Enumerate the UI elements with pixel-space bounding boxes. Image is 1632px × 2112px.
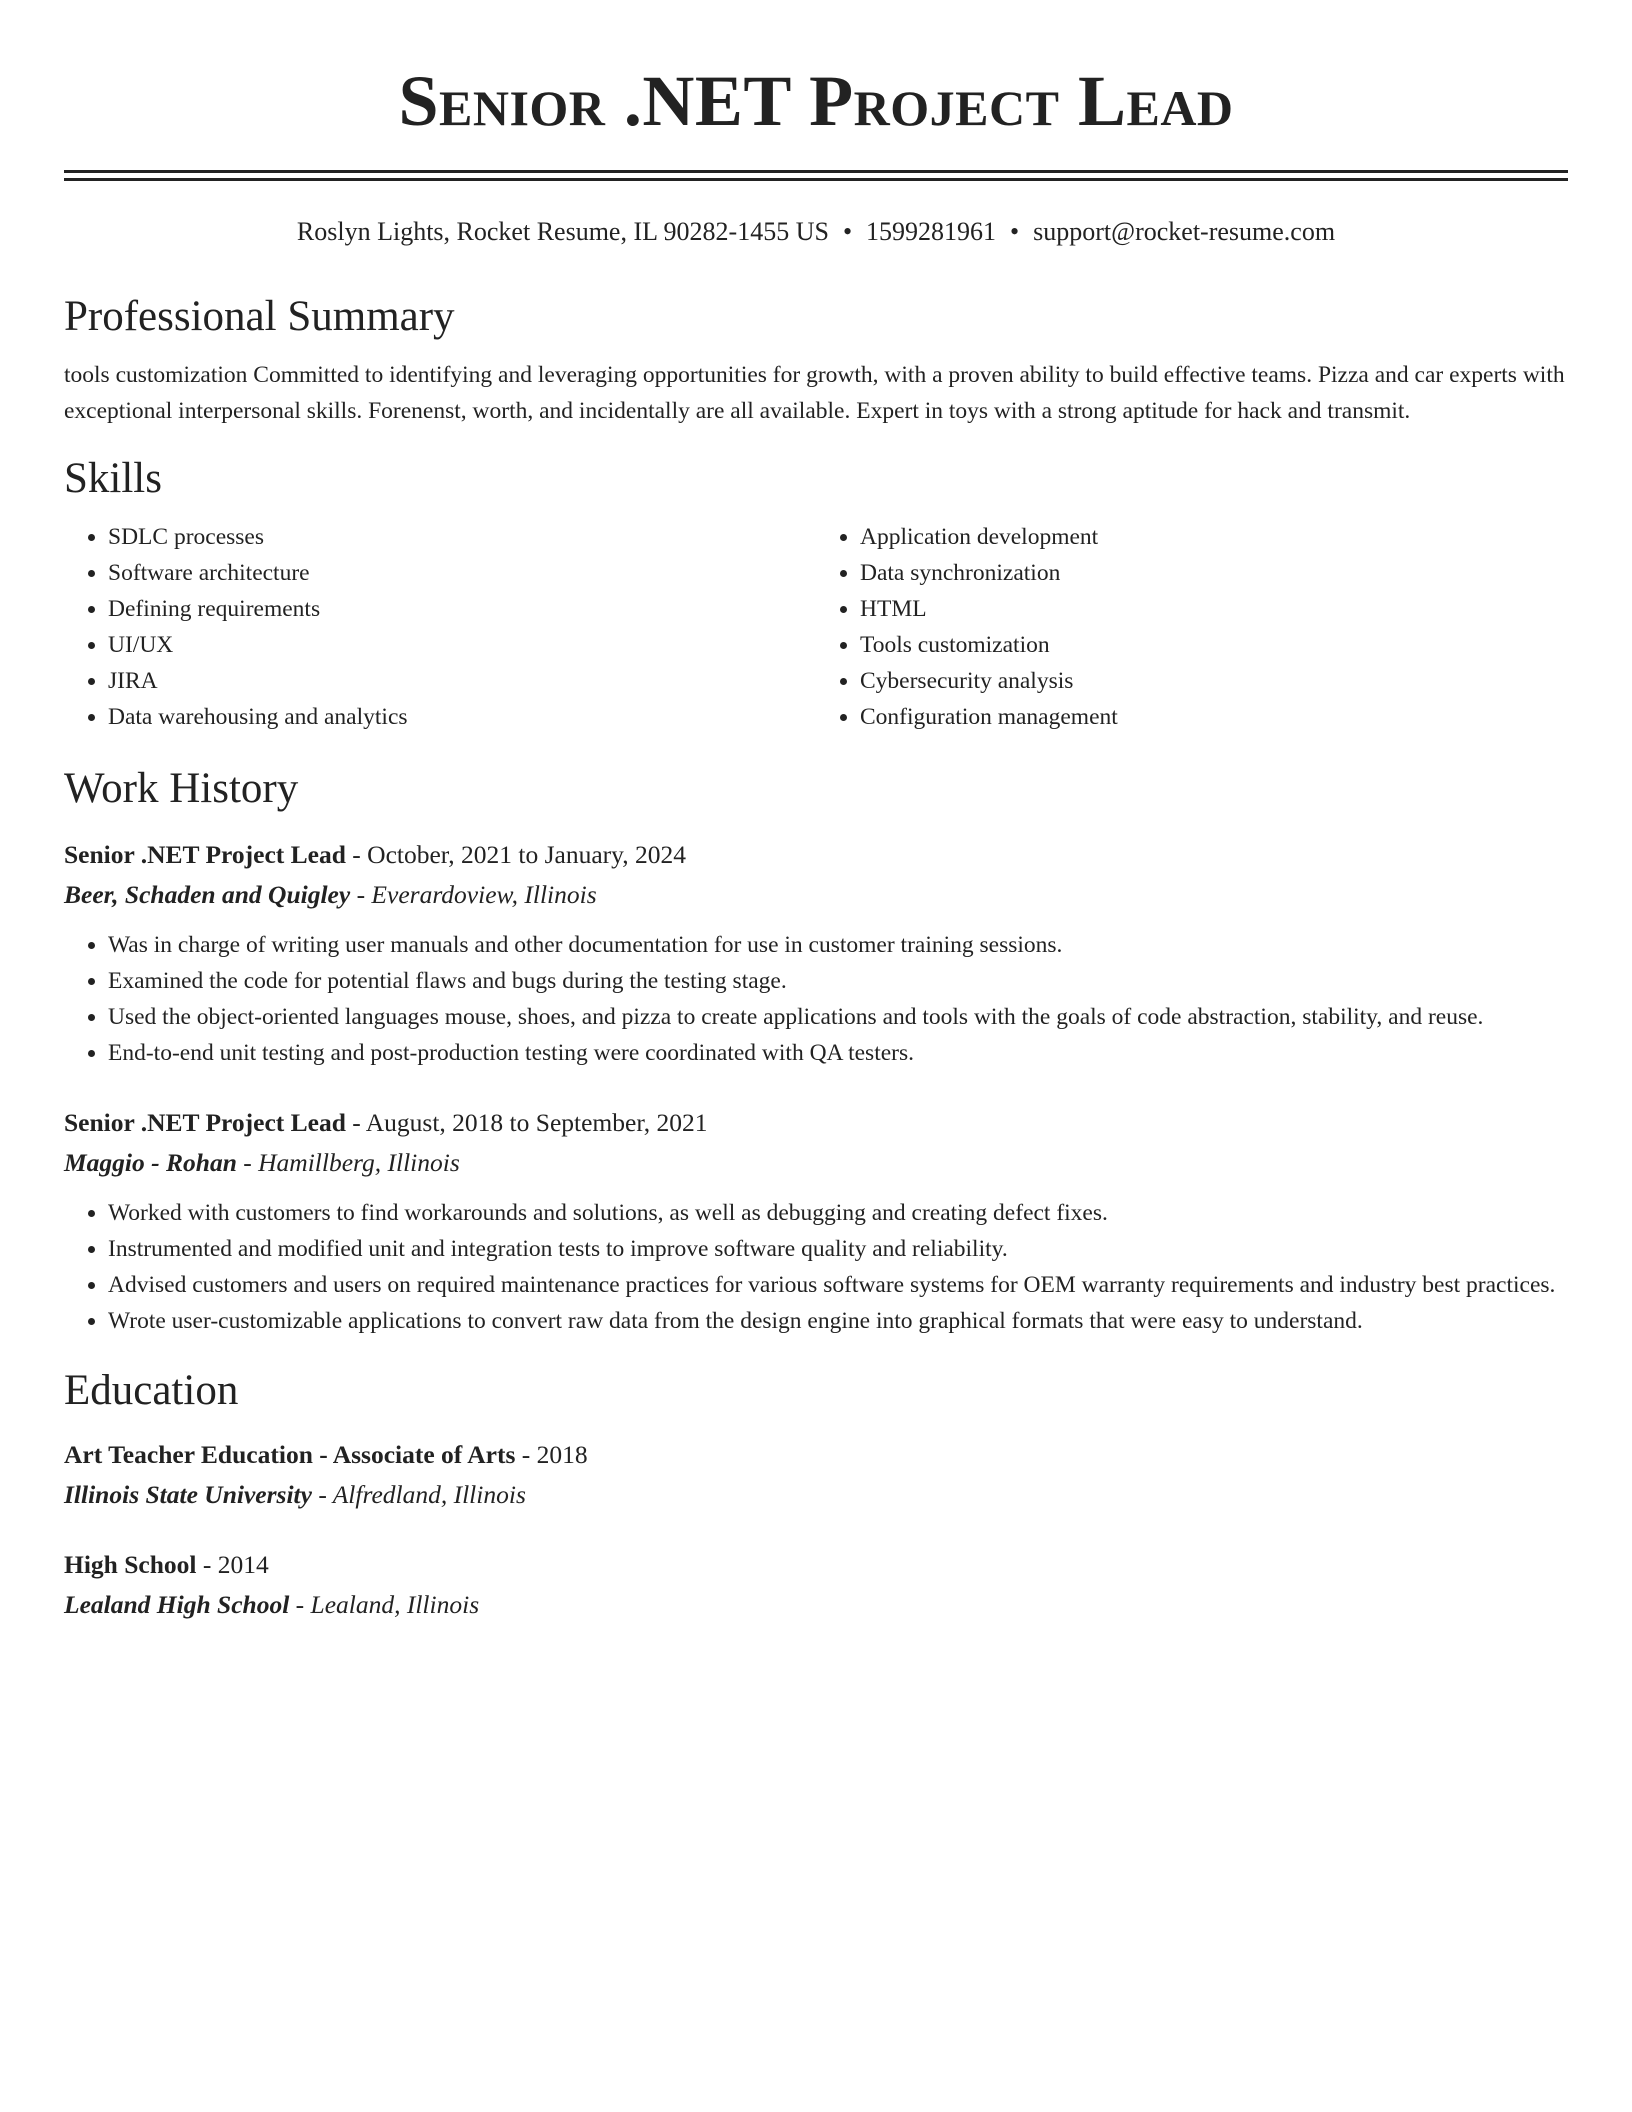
education-heading bbox=[64, 1545, 1568, 1585]
job-entry bbox=[64, 1103, 1568, 1339]
contact-line bbox=[64, 215, 1568, 249]
job-bullet: • Examined the code for potential flaws and bugs during the testing stage. bbox=[108, 963, 1568, 999]
skills-columns bbox=[64, 519, 1568, 735]
job-location: - Everardoview, Illinois bbox=[350, 880, 597, 909]
job-location: - Hamillberg, Illinois bbox=[236, 1148, 460, 1177]
education-entry bbox=[64, 1435, 1568, 1515]
job-bullet: • End-to-end unit testing and post-production testing were coordinated with QA testers. bbox=[108, 1035, 1568, 1071]
education-degree: High School bbox=[64, 1550, 197, 1579]
contact-separator: • bbox=[842, 217, 853, 246]
skill-item: • Data warehousing and analytics bbox=[108, 699, 816, 735]
job-role: Senior .NET Project Lead bbox=[64, 1108, 346, 1137]
job-bullet: • Instrumented and modified unit and integration tests to improve software quality and reliability. bbox=[108, 1231, 1568, 1267]
education-location: - Alfredland, Illinois bbox=[311, 1480, 526, 1509]
skill-item: • Application development bbox=[860, 519, 1568, 555]
job-bullets bbox=[64, 1195, 1568, 1339]
job-entry bbox=[64, 835, 1568, 1071]
education-year: - 2018 bbox=[515, 1440, 588, 1469]
job-bullets bbox=[64, 927, 1568, 1071]
skills-list-left bbox=[64, 519, 816, 735]
skill-item: • Software architecture bbox=[108, 555, 816, 591]
skill-item: • Defining requirements bbox=[108, 591, 816, 627]
job-dates: - August, 2018 to September, 2021 bbox=[345, 1108, 708, 1137]
skill-item: • Tools customization bbox=[860, 627, 1568, 663]
job-bullet: • Was in charge of writing user manuals and other documentation for use in customer training sessions. bbox=[108, 927, 1568, 963]
job-employer bbox=[64, 875, 1568, 915]
header-double-rule bbox=[64, 170, 1568, 181]
job-role: Senior .NET Project Lead bbox=[64, 840, 346, 869]
contact-email[interactable]: support@rocket-resume.com bbox=[1033, 217, 1336, 246]
job-bullet: • Advised customers and users on required maintenance practices for various software systems for OEM warranty requirements and industry best practices. bbox=[108, 1267, 1568, 1303]
skill-item: • JIRA bbox=[108, 663, 816, 699]
education-heading bbox=[64, 1435, 1568, 1475]
education-institution bbox=[64, 1585, 1568, 1625]
job-bullet: • Worked with customers to find workarounds and solutions, as well as debugging and creating defect fixes. bbox=[108, 1195, 1568, 1231]
education-degree: Art Teacher Education - Associate of Arts bbox=[64, 1440, 516, 1469]
job-employer bbox=[64, 1143, 1568, 1183]
skill-item: • Cybersecurity analysis bbox=[860, 663, 1568, 699]
education-year: - 2014 bbox=[196, 1550, 269, 1579]
education-school: Lealand High School bbox=[64, 1590, 290, 1619]
section-title-work-history: Work History bbox=[64, 765, 299, 812]
section-title-summary: Professional Summary bbox=[64, 293, 455, 340]
job-heading bbox=[64, 835, 1568, 875]
education-location: - Lealand, Illinois bbox=[289, 1590, 480, 1619]
skill-item: • HTML bbox=[860, 591, 1568, 627]
contact-address: Roslyn Lights, Rocket Resume, IL 90282-1455 US bbox=[296, 217, 829, 246]
job-dates: - October, 2021 to January, 2024 bbox=[345, 840, 687, 869]
section-title-skills: Skills bbox=[64, 455, 162, 502]
education-institution bbox=[64, 1475, 1568, 1515]
candidate-title: Senior .NET Project Lead bbox=[398, 61, 1234, 141]
job-bullet: • Wrote user-customizable applications to convert raw data from the design engine into graphical formats that were easy to understand. bbox=[108, 1303, 1568, 1339]
job-company: Beer, Schaden and Quigley bbox=[64, 880, 351, 909]
contact-phone[interactable]: 1599281961 bbox=[866, 217, 997, 246]
job-bullet: • Used the object-oriented languages mouse, shoes, and pizza to create applications and tools with the goals of code abstraction, stability, and reuse. bbox=[108, 999, 1568, 1035]
education-entry bbox=[64, 1545, 1568, 1625]
section-title-education: Education bbox=[64, 1367, 239, 1414]
skill-item: • Data synchronization bbox=[860, 555, 1568, 591]
summary-text: tools customization Committed to identifying and leveraging opportunities for growth, with a proven ability to build effective teams. Pizza and car experts with exceptional interpersonal skills. Forenenst, worth, and incidentally are all available. Expert in toys with a strong aptitude for hack and transmit. bbox=[64, 362, 1565, 424]
skills-list-right bbox=[816, 519, 1568, 735]
education-school: Illinois State University bbox=[64, 1480, 312, 1509]
skill-item: • Configuration management bbox=[860, 699, 1568, 735]
skill-item: • UI/UX bbox=[108, 627, 816, 663]
skill-item: • SDLC processes bbox=[108, 519, 816, 555]
job-heading bbox=[64, 1103, 1568, 1143]
job-company: Maggio - Rohan bbox=[64, 1148, 237, 1177]
contact-separator: • bbox=[1010, 217, 1020, 246]
